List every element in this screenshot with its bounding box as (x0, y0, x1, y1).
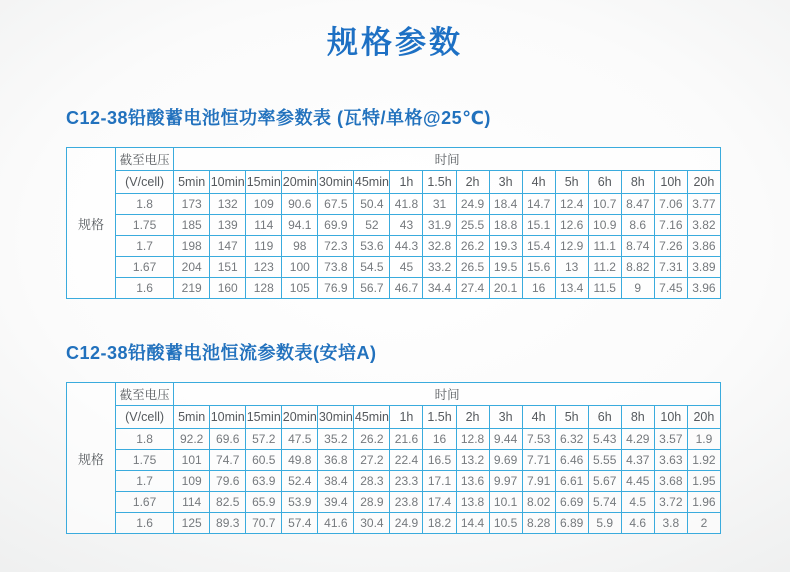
voltage-cell: 1.8 (116, 429, 174, 450)
value-cell: 54.5 (354, 257, 390, 278)
value-cell: 65.9 (246, 492, 282, 513)
value-cell: 8.6 (621, 215, 654, 236)
value-cell: 45 (390, 257, 423, 278)
cutoff-voltage-header: 截至电压 (116, 383, 174, 406)
table-row (67, 278, 721, 299)
time-column-header: 6h (588, 406, 621, 429)
value-cell: 13.6 (456, 471, 489, 492)
value-cell: 53.9 (282, 492, 318, 513)
value-cell: 5.67 (588, 471, 621, 492)
time-column-header: 20h (687, 406, 720, 429)
value-cell: 3.68 (654, 471, 687, 492)
value-cell: 13.8 (456, 492, 489, 513)
time-column-header: 8h (621, 171, 654, 194)
table-row (67, 257, 721, 278)
value-cell: 34.4 (423, 278, 456, 299)
time-column-header: 20min (282, 171, 318, 194)
value-cell: 67.5 (318, 194, 354, 215)
value-cell: 4.29 (621, 429, 654, 450)
value-cell: 132 (210, 194, 246, 215)
value-cell: 8.28 (522, 513, 555, 534)
time-column-header: 30min (318, 171, 354, 194)
value-cell: 8.74 (621, 236, 654, 257)
value-cell: 13.2 (456, 450, 489, 471)
voltage-cell: 1.67 (116, 492, 174, 513)
value-cell: 98 (282, 236, 318, 257)
value-cell: 109 (174, 471, 210, 492)
time-column-header: 5h (555, 171, 588, 194)
time-column-header: 1.5h (423, 406, 456, 429)
value-cell: 17.4 (423, 492, 456, 513)
value-cell: 125 (174, 513, 210, 534)
time-column-header: 10min (210, 406, 246, 429)
value-cell: 204 (174, 257, 210, 278)
table-row (67, 194, 721, 215)
value-cell: 6.32 (555, 429, 588, 450)
value-cell: 101 (174, 450, 210, 471)
value-cell: 12.4 (555, 194, 588, 215)
value-cell: 3.77 (687, 194, 720, 215)
value-cell: 6.61 (555, 471, 588, 492)
value-cell: 19.3 (489, 236, 522, 257)
value-cell: 8.47 (621, 194, 654, 215)
value-cell: 8.82 (621, 257, 654, 278)
value-cell: 6.69 (555, 492, 588, 513)
value-cell: 16 (522, 278, 555, 299)
value-cell: 10.9 (588, 215, 621, 236)
value-cell: 79.6 (210, 471, 246, 492)
value-cell: 18.8 (489, 215, 522, 236)
cutoff-voltage-header: 截至电压 (116, 148, 174, 171)
voltage-unit-header: (V/cell) (116, 406, 174, 429)
value-cell: 41.6 (318, 513, 354, 534)
value-cell: 26.2 (354, 429, 390, 450)
time-column-header: 10min (210, 171, 246, 194)
row-group-label: 规格 (67, 383, 116, 534)
value-cell: 4.6 (621, 513, 654, 534)
constant-current-section (66, 340, 790, 534)
time-column-header: 10h (654, 171, 687, 194)
value-cell: 3.96 (687, 278, 720, 299)
value-cell: 56.7 (354, 278, 390, 299)
voltage-unit-header: (V/cell) (116, 171, 174, 194)
value-cell: 219 (174, 278, 210, 299)
value-cell: 5.9 (588, 513, 621, 534)
value-cell: 74.7 (210, 450, 246, 471)
value-cell: 82.5 (210, 492, 246, 513)
value-cell: 105 (282, 278, 318, 299)
time-column-header: 5min (174, 171, 210, 194)
value-cell: 7.16 (654, 215, 687, 236)
value-cell: 4.37 (621, 450, 654, 471)
value-cell: 4.5 (621, 492, 654, 513)
value-cell: 147 (210, 236, 246, 257)
value-cell: 10.5 (489, 513, 522, 534)
value-cell: 31 (423, 194, 456, 215)
value-cell: 52 (354, 215, 390, 236)
value-cell: 24.9 (456, 194, 489, 215)
value-cell: 28.9 (354, 492, 390, 513)
table-row (67, 429, 721, 450)
value-cell: 1.9 (687, 429, 720, 450)
time-column-header: 15min (246, 171, 282, 194)
value-cell: 26.2 (456, 236, 489, 257)
value-cell: 123 (246, 257, 282, 278)
value-cell: 33.2 (423, 257, 456, 278)
value-cell: 3.82 (687, 215, 720, 236)
voltage-cell: 1.75 (116, 215, 174, 236)
value-cell: 41.8 (390, 194, 423, 215)
value-cell: 60.5 (246, 450, 282, 471)
constant-power-section (66, 105, 790, 299)
time-column-header: 3h (489, 406, 522, 429)
value-cell: 18.2 (423, 513, 456, 534)
value-cell: 1.92 (687, 450, 720, 471)
value-cell: 35.2 (318, 429, 354, 450)
value-cell: 6.46 (555, 450, 588, 471)
value-cell: 12.6 (555, 215, 588, 236)
value-cell: 52.4 (282, 471, 318, 492)
value-cell: 69.9 (318, 215, 354, 236)
value-cell: 46.7 (390, 278, 423, 299)
value-cell: 9.97 (489, 471, 522, 492)
value-cell: 151 (210, 257, 246, 278)
time-column-header: 5h (555, 406, 588, 429)
value-cell: 32.8 (423, 236, 456, 257)
value-cell: 109 (246, 194, 282, 215)
time-column-header: 1h (390, 171, 423, 194)
value-cell: 53.6 (354, 236, 390, 257)
table-row (67, 492, 721, 513)
value-cell: 90.6 (282, 194, 318, 215)
constant-power-spec-table (66, 147, 721, 299)
value-cell: 7.31 (654, 257, 687, 278)
value-cell: 27.4 (456, 278, 489, 299)
value-cell: 76.9 (318, 278, 354, 299)
value-cell: 7.45 (654, 278, 687, 299)
value-cell: 27.2 (354, 450, 390, 471)
value-cell: 22.4 (390, 450, 423, 471)
time-column-header: 10h (654, 406, 687, 429)
voltage-cell: 1.6 (116, 513, 174, 534)
value-cell: 15.4 (522, 236, 555, 257)
value-cell: 23.3 (390, 471, 423, 492)
time-column-header: 20min (282, 406, 318, 429)
voltage-cell: 1.8 (116, 194, 174, 215)
value-cell: 94.1 (282, 215, 318, 236)
value-cell: 198 (174, 236, 210, 257)
time-column-header: 4h (522, 406, 555, 429)
value-cell: 10.7 (588, 194, 621, 215)
value-cell: 92.2 (174, 429, 210, 450)
value-cell: 5.43 (588, 429, 621, 450)
value-cell: 8.02 (522, 492, 555, 513)
table-row (67, 236, 721, 257)
value-cell: 128 (246, 278, 282, 299)
value-cell: 50.4 (354, 194, 390, 215)
value-cell: 3.57 (654, 429, 687, 450)
value-cell: 1.95 (687, 471, 720, 492)
value-cell: 18.4 (489, 194, 522, 215)
value-cell: 114 (246, 215, 282, 236)
value-cell: 17.1 (423, 471, 456, 492)
time-column-header: 20h (687, 171, 720, 194)
value-cell: 21.6 (390, 429, 423, 450)
value-cell: 6.89 (555, 513, 588, 534)
value-cell: 119 (246, 236, 282, 257)
table-row (67, 450, 721, 471)
value-cell: 160 (210, 278, 246, 299)
value-cell: 36.8 (318, 450, 354, 471)
value-cell: 7.71 (522, 450, 555, 471)
value-cell: 100 (282, 257, 318, 278)
value-cell: 16.5 (423, 450, 456, 471)
value-cell: 2 (687, 513, 720, 534)
value-cell: 63.9 (246, 471, 282, 492)
value-cell: 43 (390, 215, 423, 236)
time-column-header: 1.5h (423, 171, 456, 194)
value-cell: 5.74 (588, 492, 621, 513)
voltage-cell: 1.6 (116, 278, 174, 299)
value-cell: 49.8 (282, 450, 318, 471)
time-column-header: 3h (489, 171, 522, 194)
time-column-header: 4h (522, 171, 555, 194)
value-cell: 16 (423, 429, 456, 450)
time-column-header: 2h (456, 171, 489, 194)
value-cell: 10.1 (489, 492, 522, 513)
value-cell: 9.44 (489, 429, 522, 450)
value-cell: 1.96 (687, 492, 720, 513)
value-cell: 15.1 (522, 215, 555, 236)
value-cell: 26.5 (456, 257, 489, 278)
value-cell: 7.91 (522, 471, 555, 492)
time-column-header: 8h (621, 406, 654, 429)
value-cell: 14.4 (456, 513, 489, 534)
value-cell: 185 (174, 215, 210, 236)
value-cell: 173 (174, 194, 210, 215)
value-cell: 7.26 (654, 236, 687, 257)
value-cell: 38.4 (318, 471, 354, 492)
value-cell: 72.3 (318, 236, 354, 257)
table-row (67, 215, 721, 236)
value-cell: 11.1 (588, 236, 621, 257)
constant-current-table-title: C12-38铅酸蓄电池恒流参数表(安培A) (66, 343, 377, 363)
voltage-cell: 1.75 (116, 450, 174, 471)
value-cell: 57.2 (246, 429, 282, 450)
value-cell: 7.06 (654, 194, 687, 215)
value-cell: 57.4 (282, 513, 318, 534)
value-cell: 89.3 (210, 513, 246, 534)
value-cell: 3.63 (654, 450, 687, 471)
time-header: 时间 (174, 383, 721, 406)
page-title: 规格参数 (327, 25, 463, 60)
value-cell: 28.3 (354, 471, 390, 492)
value-cell: 39.4 (318, 492, 354, 513)
value-cell: 23.8 (390, 492, 423, 513)
constant-power-table-title: C12-38铅酸蓄电池恒功率参数表 (瓦特/单格@25℃) (66, 108, 491, 128)
time-column-header: 1h (390, 406, 423, 429)
table-row (67, 513, 721, 534)
voltage-cell: 1.67 (116, 257, 174, 278)
value-cell: 47.5 (282, 429, 318, 450)
value-cell: 139 (210, 215, 246, 236)
value-cell: 25.5 (456, 215, 489, 236)
time-column-header: 15min (246, 406, 282, 429)
value-cell: 11.5 (588, 278, 621, 299)
value-cell: 13 (555, 257, 588, 278)
value-cell: 31.9 (423, 215, 456, 236)
value-cell: 12.9 (555, 236, 588, 257)
time-column-header: 45min (354, 171, 390, 194)
value-cell: 20.1 (489, 278, 522, 299)
value-cell: 19.5 (489, 257, 522, 278)
time-column-header: 5min (174, 406, 210, 429)
time-column-header: 6h (588, 171, 621, 194)
value-cell: 4.45 (621, 471, 654, 492)
value-cell: 44.3 (390, 236, 423, 257)
value-cell: 12.8 (456, 429, 489, 450)
value-cell: 14.7 (522, 194, 555, 215)
row-group-label: 规格 (67, 148, 116, 299)
time-column-header: 30min (318, 406, 354, 429)
value-cell: 5.55 (588, 450, 621, 471)
value-cell: 9 (621, 278, 654, 299)
value-cell: 11.2 (588, 257, 621, 278)
time-header: 时间 (174, 148, 721, 171)
value-cell: 114 (174, 492, 210, 513)
voltage-cell: 1.7 (116, 471, 174, 492)
value-cell: 69.6 (210, 429, 246, 450)
value-cell: 30.4 (354, 513, 390, 534)
value-cell: 70.7 (246, 513, 282, 534)
voltage-cell: 1.7 (116, 236, 174, 257)
value-cell: 13.4 (555, 278, 588, 299)
constant-current-spec-table (66, 382, 721, 534)
value-cell: 3.89 (687, 257, 720, 278)
value-cell: 24.9 (390, 513, 423, 534)
value-cell: 73.8 (318, 257, 354, 278)
table-row (67, 471, 721, 492)
value-cell: 3.72 (654, 492, 687, 513)
time-column-header: 45min (354, 406, 390, 429)
value-cell: 7.53 (522, 429, 555, 450)
value-cell: 15.6 (522, 257, 555, 278)
value-cell: 3.86 (687, 236, 720, 257)
time-column-header: 2h (456, 406, 489, 429)
value-cell: 9.69 (489, 450, 522, 471)
value-cell: 3.8 (654, 513, 687, 534)
